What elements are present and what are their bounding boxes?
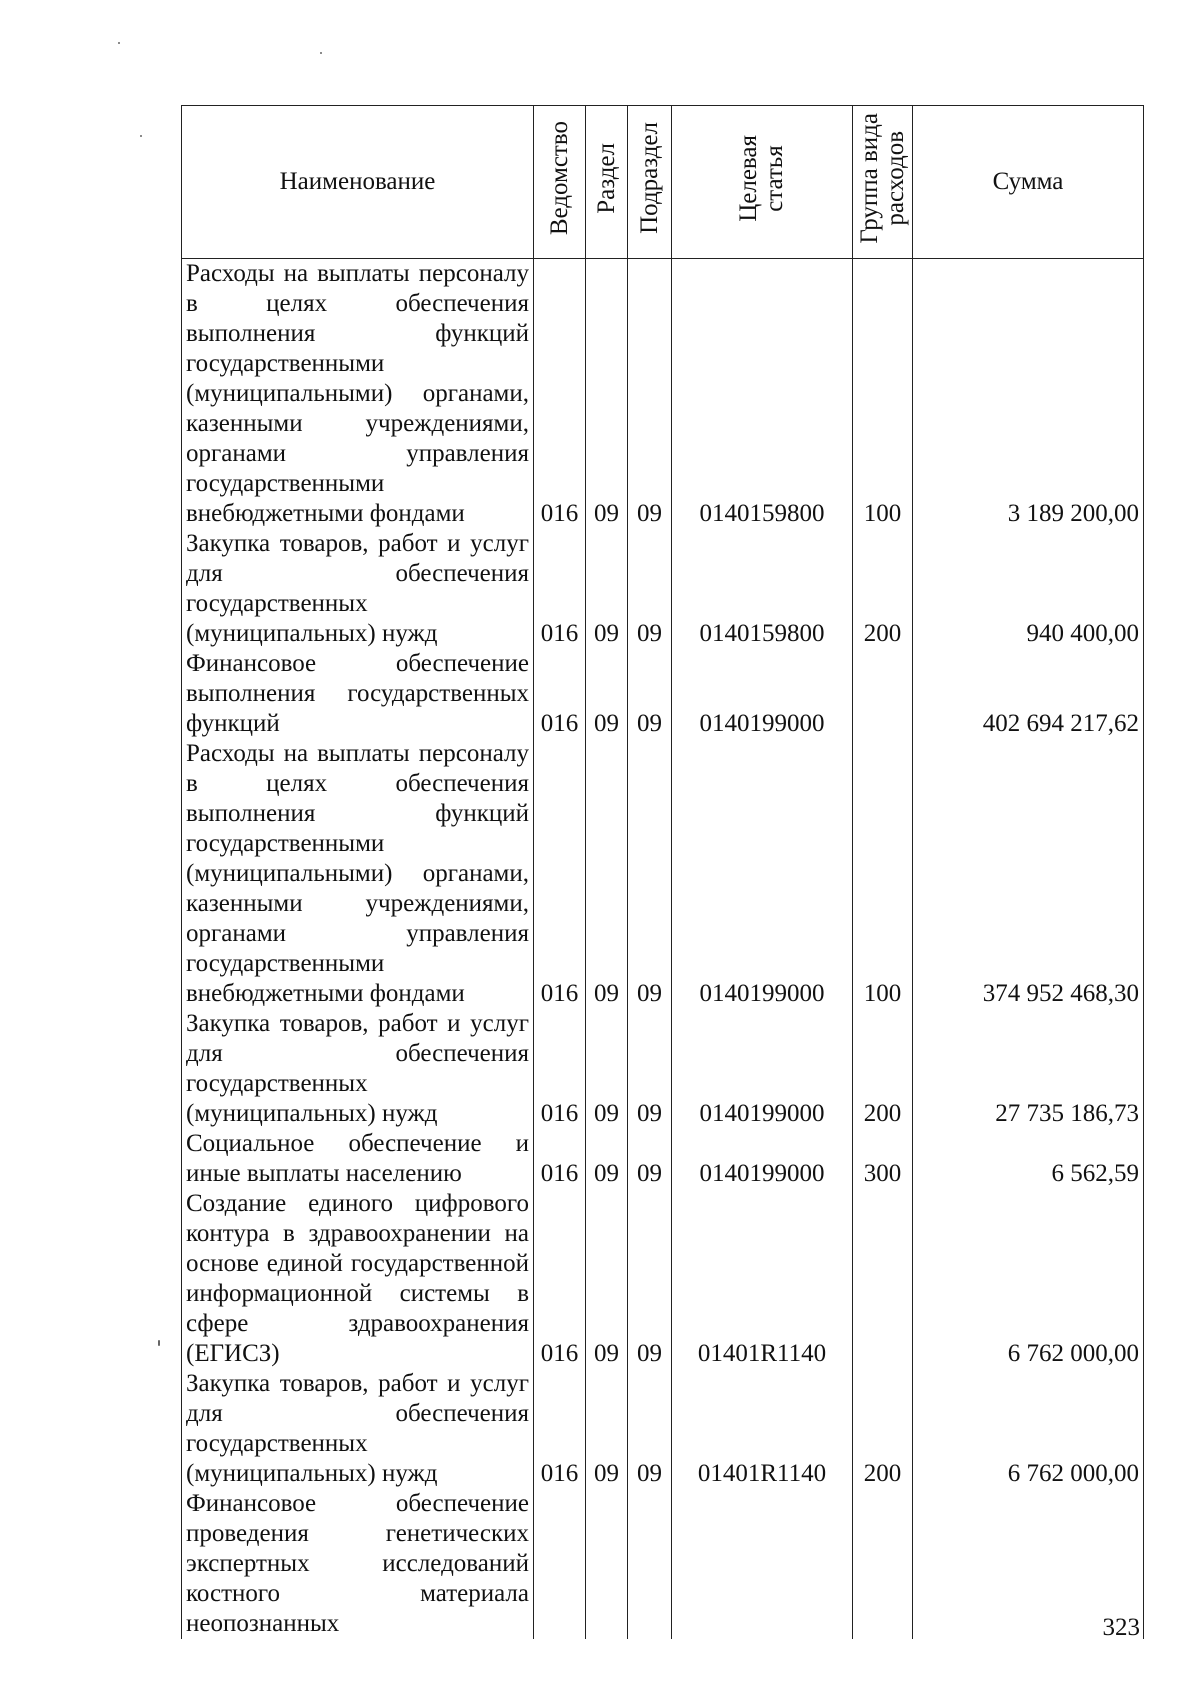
row-subsection: 09 xyxy=(628,259,672,530)
header-subsection-label: Подраздел xyxy=(635,122,663,234)
row-section: 09 xyxy=(586,1009,628,1129)
scan-speck xyxy=(320,52,322,54)
row-section xyxy=(586,1489,628,1639)
header-name: Наименование xyxy=(182,106,534,259)
row-sum: 6 762 000,00 xyxy=(913,1189,1144,1369)
scan-speck xyxy=(118,42,120,44)
table-row xyxy=(182,649,1144,739)
row-section: 09 xyxy=(586,259,628,530)
row-dept: 016 xyxy=(534,1189,586,1369)
table-row xyxy=(182,739,1144,1009)
row-article: 01401R1140 xyxy=(672,1189,853,1369)
row-subsection: 09 xyxy=(628,1369,672,1489)
header-sum: Сумма xyxy=(913,106,1144,259)
row-dept: 016 xyxy=(534,259,586,530)
header-dept-label: Ведомство xyxy=(545,120,573,236)
row-article: 01401R1140 xyxy=(672,1369,853,1489)
row-group xyxy=(853,1489,913,1639)
row-sum: 3 189 200,00 xyxy=(913,259,1144,530)
row-group xyxy=(853,1189,913,1369)
row-section: 09 xyxy=(586,739,628,1009)
row-section: 09 xyxy=(586,1369,628,1489)
row-dept: 016 xyxy=(534,649,586,739)
table-row xyxy=(182,1009,1144,1129)
row-article: 0140199000 xyxy=(672,649,853,739)
row-sum: 6 762 000,00 xyxy=(913,1369,1144,1489)
row-article xyxy=(672,1489,853,1639)
row-group: 200 xyxy=(853,529,913,649)
row-subsection: 09 xyxy=(628,649,672,739)
row-name: Социальное обеспечение и иные выплаты населению xyxy=(182,1129,534,1189)
row-sum: 374 952 468,30 xyxy=(913,739,1144,1009)
row-subsection: 09 xyxy=(628,529,672,649)
row-section: 09 xyxy=(586,649,628,739)
row-dept: 016 xyxy=(534,1129,586,1189)
header-article xyxy=(672,106,853,259)
table-row xyxy=(182,1129,1144,1189)
table-header-row xyxy=(182,106,1144,259)
row-name: Финансовое обеспечение проведения генетических экспертных исследований костного материала неопознанных xyxy=(182,1489,534,1639)
row-section: 09 xyxy=(586,1189,628,1369)
header-section xyxy=(586,106,628,259)
row-group: 200 xyxy=(853,1009,913,1129)
row-subsection: 09 xyxy=(628,1189,672,1369)
row-name: Закупка товаров, работ и услуг для обеспечения государственных (муниципальных) нужд xyxy=(182,1009,534,1129)
budget-table xyxy=(181,105,1144,1639)
row-group: 100 xyxy=(853,739,913,1009)
table-row xyxy=(182,259,1144,530)
header-group-label: Группа вида расходов xyxy=(856,112,909,244)
row-article: 0140159800 xyxy=(672,259,853,530)
row-article: 0140199000 xyxy=(672,1129,853,1189)
row-dept: 016 xyxy=(534,1009,586,1129)
row-name: Расходы на выплаты персоналу в целях обеспечения выполнения функций государственными (муниципальными) органами, казенными учреждениями, органами управления государственными внебюджетными фондами xyxy=(182,259,534,530)
table-row xyxy=(182,529,1144,649)
row-subsection xyxy=(628,1489,672,1639)
row-name: Закупка товаров, работ и услуг для обеспечения государственных (муниципальных) нужд xyxy=(182,529,534,649)
row-section: 09 xyxy=(586,1129,628,1189)
row-group xyxy=(853,649,913,739)
row-article: 0140199000 xyxy=(672,1009,853,1129)
row-subsection: 09 xyxy=(628,1009,672,1129)
row-dept: 016 xyxy=(534,739,586,1009)
row-name: Финансовое обеспечение выполнения государственных функций xyxy=(182,649,534,739)
row-group: 100 xyxy=(853,259,913,530)
header-subsection xyxy=(628,106,672,259)
row-sum: 402 694 217,62 xyxy=(913,649,1144,739)
scan-speck xyxy=(140,135,142,137)
header-section-label: Раздел xyxy=(592,142,620,214)
page-number: 323 xyxy=(1102,1614,1140,1641)
row-section: 09 xyxy=(586,529,628,649)
row-subsection: 09 xyxy=(628,739,672,1009)
row-name: Создание единого цифрового контура в здравоохранении на основе единой государственной информационной системы в сфере здравоохранения (ЕГИСЗ) xyxy=(182,1189,534,1369)
row-article: 0140199000 xyxy=(672,739,853,1009)
scan-speck xyxy=(158,1340,160,1346)
header-article-label: Целевая статья xyxy=(735,134,788,222)
row-name: Закупка товаров, работ и услуг для обеспечения государственных (муниципальных) нужд xyxy=(182,1369,534,1489)
row-name: Расходы на выплаты персоналу в целях обеспечения выполнения функций государственными (муниципальными) органами, казенными учреждениями, органами управления государственными внебюджетными фондами xyxy=(182,739,534,1009)
header-group xyxy=(853,106,913,259)
row-dept: 016 xyxy=(534,1369,586,1489)
row-article: 0140159800 xyxy=(672,529,853,649)
row-sum: 940 400,00 xyxy=(913,529,1144,649)
row-group: 300 xyxy=(853,1129,913,1189)
row-sum: 6 562,59 xyxy=(913,1129,1144,1189)
row-group: 200 xyxy=(853,1369,913,1489)
table-row xyxy=(182,1189,1144,1369)
header-dept xyxy=(534,106,586,259)
row-sum: 27 735 186,73 xyxy=(913,1009,1144,1129)
row-dept: 016 xyxy=(534,529,586,649)
table-row xyxy=(182,1489,1144,1639)
row-subsection: 09 xyxy=(628,1129,672,1189)
row-dept xyxy=(534,1489,586,1639)
table-row xyxy=(182,1369,1144,1489)
